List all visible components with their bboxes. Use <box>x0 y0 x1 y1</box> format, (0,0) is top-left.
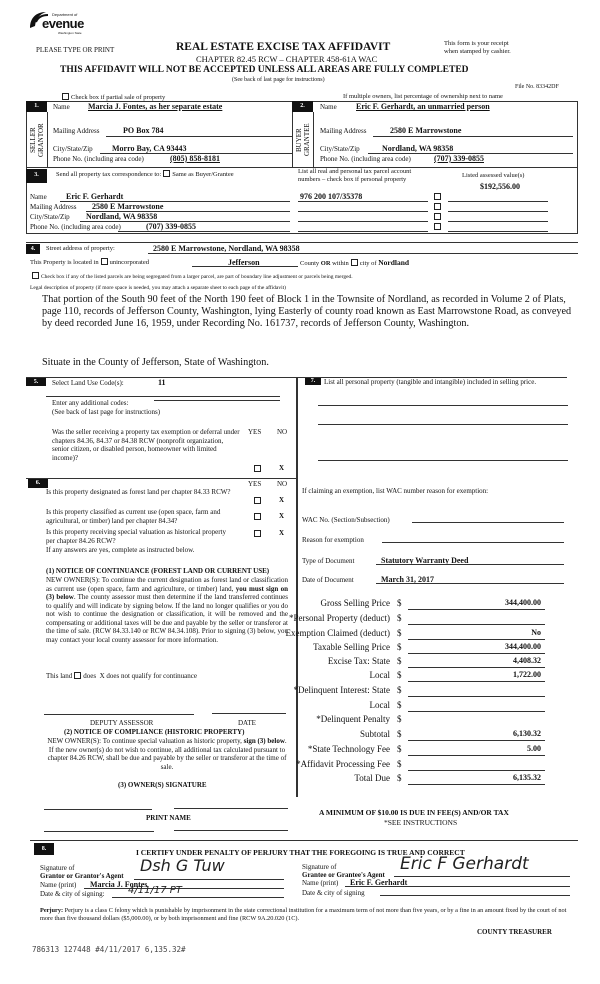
parcel-row <box>298 202 573 212</box>
fee-row-total-due: Total Due $ 6,135.32 <box>300 773 550 787</box>
situate-text: Situate in the County of Jefferson, State of Washington. <box>42 357 269 368</box>
fee-row-exemption-claimed: Exemption Claimed (deduct) $ No <box>300 628 550 642</box>
document-type-field[interactable]: Statutory Warranty Deed <box>381 556 469 565</box>
seller-name-label: Name <box>53 103 70 111</box>
historical-no-mark[interactable]: X <box>279 529 285 537</box>
notice-of-compliance-title: (2) NOTICE OF COMPLIANCE (HISTORIC PROPERTY) <box>64 728 245 736</box>
buyer-name-field[interactable]: Eric F. Gerhardt, an unmarried person <box>356 102 490 111</box>
grantee-name-label: Name (print) <box>302 879 339 887</box>
section-6-number: 6. <box>28 479 48 488</box>
segregated-checkbox[interactable] <box>32 272 39 279</box>
print-name-label: PRINT NAME <box>146 814 191 822</box>
yes-header: YES <box>248 480 262 488</box>
section-1-number: 1. <box>26 101 47 112</box>
parcel-row <box>298 222 573 232</box>
owner-signature-line[interactable] <box>44 809 152 810</box>
seller-mailing-label: Mailing Address <box>53 127 100 135</box>
exemption-reason-field[interactable] <box>382 542 564 543</box>
buyer-mailing-field[interactable]: 2580 E Marrowstone <box>390 126 462 135</box>
fee-row-taxable-selling-price: Taxable Selling Price $ 344,400.00 <box>300 642 550 656</box>
section-7-number: 7. <box>305 378 321 385</box>
parcel-heading: List all real and personal tax parcel account numbers – check box if personal property <box>298 168 412 183</box>
county-field[interactable]: Jefferson <box>228 258 260 267</box>
grantee-date-label: Date & city of signing <box>302 889 365 897</box>
does-qualify-checkbox[interactable] <box>74 672 81 679</box>
grantor-name-field[interactable]: Marcia J. Fontes <box>90 880 148 889</box>
form-subtitle: CHAPTER 82.45 RCW – CHAPTER 458-61A WAC <box>196 54 378 64</box>
historical-question: Is this property receiving special valuation as historical property per chapter 84.26 RCW? <box>46 528 227 545</box>
exemption-no-mark[interactable]: X <box>279 464 285 472</box>
forest-land-no-mark[interactable]: X <box>279 496 285 504</box>
document-date-field[interactable]: March 31, 2017 <box>381 575 434 584</box>
correspondence-heading: Send all property tax correspondence to: Same as Buyer/Grantee <box>56 171 234 178</box>
seller-phone-label: Phone No. (including area code) <box>53 155 144 163</box>
fee-value[interactable] <box>408 714 545 726</box>
print-name-line[interactable] <box>174 830 288 831</box>
fee-value[interactable] <box>408 685 545 697</box>
seller-grantor-label: SELLER GRANTOR <box>29 123 45 157</box>
county-treasurer-label: COUNTY TREASURER <box>477 928 552 936</box>
grantee-date-field[interactable] <box>380 895 570 896</box>
fee-value[interactable]: 5.00 <box>408 744 545 756</box>
grantor-signature-label: Signature of Grantor or Grantor's Agent <box>40 864 124 880</box>
street-address-label: Street address of property: <box>46 245 115 252</box>
fee-row-processing-fee: *Affidavit Processing Fee $ <box>300 759 550 773</box>
buyer-phone-label: Phone No. (including area code) <box>320 155 411 163</box>
partial-sale-checkbox[interactable] <box>62 93 69 100</box>
personal-property-checkbox[interactable] <box>434 193 441 200</box>
fee-row-delinquent-penalty: *Delinquent Penalty $ <box>300 714 550 728</box>
deputy-assessor-signature-line[interactable] <box>44 714 194 715</box>
fee-row-subtotal: Subtotal $ 6,130.32 <box>300 729 550 743</box>
revenue-logo <box>28 10 88 36</box>
additional-codes-note: (See back of last page for instructions) <box>52 408 161 416</box>
certification-statement: I CERTIFY UNDER PENALTY OF PERJURY THAT THE FOREGOING IS TRUE AND CORRECT <box>136 848 465 857</box>
section-3-number: 3. <box>26 169 47 183</box>
buyer-city-field[interactable]: Nordland, WA 98358 <box>382 144 454 153</box>
corr-city-field[interactable]: Nordland, WA 98358 <box>86 212 158 221</box>
current-use-no-mark[interactable]: X <box>279 512 285 520</box>
fee-value[interactable]: 344,400.00 <box>408 598 545 610</box>
logo-main-text: evenue <box>42 16 84 31</box>
personal-property-line[interactable] <box>318 424 568 425</box>
owner-signature-label: (3) OWNER(S) SIGNATURE <box>118 781 207 789</box>
parcel-number-field[interactable]: 976 200 107/35378 <box>300 192 363 201</box>
grantee-signature-label: Signature of Grantee or Grantee's Agent <box>302 863 385 879</box>
minimum-due-note: A MINIMUM OF $10.00 IS DUE IN FEE(S) AND/OR TAX <box>319 808 509 817</box>
additional-codes-field[interactable] <box>154 400 280 401</box>
does-not-qualify-mark[interactable]: X does not qualify for continuance <box>99 672 197 680</box>
seller-mailing-field[interactable]: PO Box 784 <box>123 126 164 135</box>
city-location-row: County OR within city of Nordland <box>300 258 410 267</box>
logo-state-text: Washington State <box>58 31 82 35</box>
personal-property-line[interactable] <box>318 405 568 406</box>
fee-value[interactable]: No <box>408 628 545 640</box>
buyer-mailing-label: Mailing Address <box>320 127 367 135</box>
exemption-yes-checkbox[interactable] <box>254 465 261 472</box>
instructions-note: (See back of last page for instructions) <box>232 77 325 83</box>
fee-value[interactable] <box>408 613 545 625</box>
same-as-buyer-checkbox[interactable] <box>163 170 170 177</box>
notice-of-continuance-text: NEW OWNER(S): To continue the current designation as forest land or classification as current use (open space, farm and agriculture, or timber) land, you must sign on (3) below. The county assessor must then determine if the land transferred continues to qualify and will indicate by signing below. If the land no longer qualifies or you do not wish to continue the designation or classification, it will be removed and the compensating or additional taxes will be due and payable by the seller or transferor at the time of sale. (RCW 84.33.140 or RCW 84.34.108). Prior to signing (3) below, you may contact your local county assessor for more information. <box>46 576 288 644</box>
perjury-notice: Perjury: Perjury is a class C felony which is punishable by imprisonment in the state correctional institution for a maximum term of not more than five years, or by a fine in an amount fixed by the court of not more than five thousand dollars ($5,000.00), or by both imprisonment and fine (RCW 9A.20.020 (1C). <box>40 907 567 922</box>
file-number: File No. 83342DF <box>515 84 559 90</box>
deputy-assessor-label: DEPUTY ASSESSOR <box>90 719 154 727</box>
no-header: NO <box>277 428 288 436</box>
please-type-label: PLEASE TYPE OR PRINT <box>36 46 115 54</box>
document-date-label: Date of Document <box>302 576 354 584</box>
grantor-date-label: Date & city of signing: <box>40 890 105 898</box>
parcel-row <box>298 212 573 222</box>
notice-of-compliance-text: NEW OWNER(S): To continue special valuation as historic property, sign (3) below. If the new owner(s) do not wish to continue, all additional tax calculated pursuant to chapter 84.26 RCW, shall be due and payable by the seller or transferor at the time of sale. <box>47 737 287 771</box>
buyer-phone-field[interactable]: (707) 339-0855 <box>434 154 484 163</box>
section-2-number: 2. <box>292 101 313 112</box>
date-label: DATE <box>238 719 256 727</box>
fee-row-excise-state: Excise Tax: State $ 4,408.32 <box>300 656 550 670</box>
notice-of-continuance-title: (1) NOTICE OF CONTINUANCE (FOREST LAND OR CURRENT USE) <box>46 567 270 575</box>
grantor-name-label: Name (print) <box>40 881 77 889</box>
grantor-signature[interactable]: Dsh G Tuw <box>140 856 225 875</box>
parcel-row <box>298 192 573 202</box>
owner-signature-line[interactable] <box>174 808 288 809</box>
seller-name-field[interactable]: Marcia J. Fontes, as her separate estate <box>88 102 223 111</box>
receipt-note-line1: This form is your receipt <box>444 40 509 47</box>
corr-city-label: City/State/Zip <box>30 213 70 221</box>
personal-property-checkbox[interactable] <box>434 223 441 230</box>
fee-value[interactable] <box>408 700 545 712</box>
unincorporated-checkbox[interactable] <box>101 258 108 265</box>
land-use-label: Select Land Use Code(s): <box>52 379 124 387</box>
corr-mailing-label: Mailing Address <box>30 203 77 211</box>
seller-exemption-question: Was the seller receiving a property tax exemption or deferral under chapters 84.36, 84.37 or 84.38 RCW (nonprofit organization, senior citizen, or disabled person, homeowner with limited income)? <box>52 428 240 462</box>
current-use-yes-checkbox[interactable] <box>254 513 261 520</box>
fee-value[interactable] <box>408 759 545 771</box>
city-checkbox[interactable] <box>351 259 358 266</box>
cashier-receipt-stamp: 786313 127448 #4/11/2017 6,135.32# <box>32 945 186 954</box>
assessed-value-field[interactable]: $192,556.00 <box>480 182 520 191</box>
fee-value[interactable]: 6,135.32 <box>408 773 545 785</box>
buyer-grantee-label: BUYER GRANTEE <box>295 123 311 157</box>
corr-phone-field[interactable]: (707) 339-0855 <box>146 222 196 231</box>
seller-city-field[interactable]: Morro Bay, CA 93443 <box>112 144 187 153</box>
seller-city-label: City/State/Zip <box>53 145 93 153</box>
forest-land-question: Is this property designated as forest land per chapter 84.33 RCW? <box>46 488 231 496</box>
logo-dept-text: Department of <box>52 12 78 17</box>
document-type-label: Type of Document <box>302 557 355 565</box>
form-title: REAL ESTATE EXCISE TAX AFFIDAVIT <box>176 41 391 53</box>
historical-yes-checkbox[interactable] <box>254 530 261 537</box>
assessed-heading: Listed assessed value(s) <box>462 172 525 179</box>
fee-row-delinquent-interest-local: Local $ <box>300 700 550 714</box>
buyer-name-label: Name <box>320 103 337 111</box>
corr-name-field[interactable]: Eric F. Gerhardt <box>66 192 124 201</box>
fee-row-personal-property: *Personal Property (deduct) $ <box>300 613 550 627</box>
receipt-note <box>444 40 511 56</box>
exemption-claim-label: If claiming an exemption, list WAC number reason for exemption: <box>302 487 489 495</box>
segregated-row: Check box if any of the listed parcels are being segregated from a larger parcel, are part of boundary line adjustment or parcels being merged. <box>30 272 353 280</box>
street-address-field[interactable]: 2580 E Marrowstone, Nordland, WA 98358 <box>153 244 300 253</box>
city-field[interactable]: Nordland <box>378 258 410 267</box>
personal-property-label: List all personal property (tangible and intangible) included in selling price. <box>324 378 537 386</box>
forest-land-yes-checkbox[interactable] <box>254 497 261 504</box>
fee-row-delinquent-interest-state: *Delinquent Interest: State $ <box>300 685 550 699</box>
section-8-number: 8. <box>34 843 54 855</box>
grantee-name-field[interactable]: Eric F. Gerhardt <box>350 878 408 887</box>
fee-value[interactable]: 1,722.00 <box>408 670 545 682</box>
fee-value[interactable]: 344,400.00 <box>408 642 545 654</box>
fee-value[interactable]: 4,408.32 <box>408 656 545 668</box>
completion-warning: THIS AFFIDAVIT WILL NOT BE ACCEPTED UNLESS ALL AREAS ARE FULLY COMPLETED <box>60 65 469 75</box>
buyer-city-label: City/State/Zip <box>320 145 360 153</box>
personal-property-checkbox[interactable] <box>434 203 441 210</box>
legal-description-label: Legal description of property (if more space is needed, you may attach a separate sheet to each page of the affidavit) <box>30 285 286 291</box>
multiple-owners-note: If multiple owners, list percentage of ownership next to name <box>343 93 503 100</box>
fee-row-excise-local: Local $ 1,722.00 <box>300 670 550 684</box>
section-5-number: 5. <box>26 378 46 386</box>
current-use-question: Is this property classified as current use (open space, farm and agricultural, or timber) land per chapter 84.34? <box>46 508 221 525</box>
no-header: NO <box>277 480 288 488</box>
partial-sale-label: Check box if partial sale of property <box>71 94 166 101</box>
grantee-signature[interactable]: Eric F Gerhardt <box>400 854 529 874</box>
see-instructions-note: *SEE INSTRUCTIONS <box>384 818 458 827</box>
corr-phone-label: Phone No. (including area code) <box>30 223 121 231</box>
land-use-code-field[interactable]: 11 <box>158 378 166 387</box>
wac-number-field[interactable] <box>412 522 564 523</box>
legal-description-field[interactable]: That portion of the South 90 feet of the North 190 feet of Block 1 in the Townsite of Nordland, as recorded in Volume 2 of Plats, page 110, records of Jefferson County, Washington, lying Easterly of county road known as East Marrowstone Road, as conveyed by deed recorded June 16, 1959, under Recording No. 161737, records of Jefferson County, Washington. <box>42 294 572 329</box>
section-4-number: 4. <box>26 244 40 254</box>
corr-mailing-field[interactable]: 2580 E Marrowstone <box>92 202 164 211</box>
receipt-note-line2: when stamped by cashier. <box>444 48 511 55</box>
fee-value[interactable]: 6,130.32 <box>408 729 545 741</box>
fee-row-technology-fee: *State Technology Fee $ 5.00 <box>300 744 550 758</box>
corr-name-label: Name <box>30 193 47 201</box>
property-location-row: This Property is located in unincorporated <box>30 259 149 266</box>
additional-codes-label: Enter any additional codes: <box>52 399 129 407</box>
if-yes-instruction: If any answers are yes, complete as instructed below. <box>46 546 195 554</box>
assessor-date-line[interactable] <box>212 713 286 714</box>
personal-property-line[interactable] <box>318 460 568 461</box>
exemption-reason-label: Reason for exemption <box>302 536 364 544</box>
print-name-line[interactable] <box>44 831 154 832</box>
wac-number-label: WAC No. (Section/Subsection) <box>302 516 390 524</box>
yes-header: YES <box>248 428 262 436</box>
grantor-date-field[interactable]: 4/11/17 PT <box>128 885 182 896</box>
fee-row-gross-selling-price: Gross Selling Price $ 344,400.00 <box>300 598 550 612</box>
personal-property-checkbox[interactable] <box>434 213 441 220</box>
continuance-qualify-row: This land does X does not qualify for continuance <box>46 672 197 680</box>
seller-phone-field[interactable]: (805) 858-8181 <box>170 154 220 163</box>
partial-sale-checkbox-row <box>60 93 165 101</box>
